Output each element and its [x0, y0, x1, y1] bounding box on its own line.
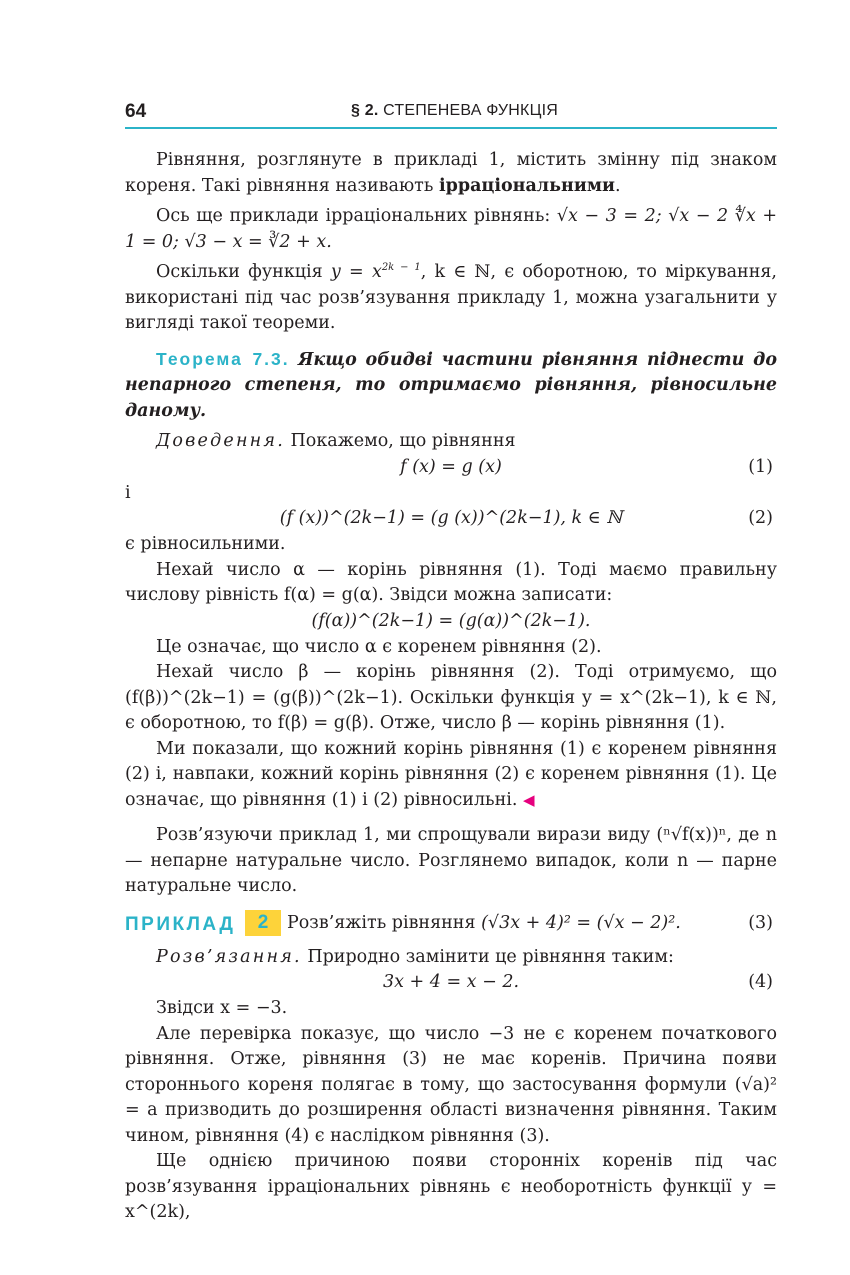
running-head	[351, 102, 558, 120]
solution-result: Звідси x = −3.	[156, 998, 288, 1018]
equation-4: 3x + 4 = x − 2. (4)	[382, 972, 773, 992]
proof-step-3: Нехай число β — корінь рівняння (2). Тоді отримуємо, що (f(β))^(2k−1) = (g(β))^(2k−1). Оскільки функція y = x^(2k−1), k ∈ ℕ, є оборотною, то f(β) = g(β). Отже, число β — корінь рівняння (1).	[125, 662, 777, 733]
header-rule	[125, 127, 777, 129]
solution-paragraph-1: Але перевірка показує, що число −3 не є коренем початкового рівняння. Отже, рівняння (3) не має коренів. Причина появи стороннього кореня полягає в тому, що застосування формули (√a)² = a призводить до розширення області визначення рівняння. Таким чином, рівняння (4) є наслідком рівняння (3).	[125, 1023, 777, 1146]
proof-conclusion: Ми показали, що кожний корінь рівняння (1) є коренем рівняння (2) і, навпаки, кожний корінь рівняння (2) є коренем рівняння (1). Це означає, що рівняння (1) і (2) рівносильні. ◀	[125, 738, 777, 810]
example-equation-2: √x − 2 ∜x + 1 = 0;	[125, 206, 777, 252]
transition-paragraph: Розв’язуючи приклад 1, ми спрощували вирази виду (ⁿ√f(x))ⁿ, де n — непарне натуральне число. Розглянемо випадок, коли n — парне натуральне число.	[125, 825, 777, 896]
equation-2: (f (x))^(2k−1) = (g (x))^(2k−1), k ∈ ℕ (2)	[279, 508, 773, 528]
example-label: ПРИКЛАД	[125, 913, 236, 935]
section-title: СТЕПЕНЕВА ФУНКЦІЯ	[383, 102, 559, 119]
generalization-paragraph: Оскільки функція $y = x^{2k - 1}$, k ∈ ℕ, є оборотною, то міркування, використані під час розв’язування прикладу 1, можна узагальнити у вигляді такої теореми.	[125, 262, 777, 333]
example-task: Розв’яжіть рівняння (√3x + 4)² = (√x − 2)².	[287, 912, 681, 933]
example-equation-1: √x − 3 = 2;	[556, 206, 662, 226]
conjunction: і	[125, 482, 131, 503]
solution-intro: Розв’язання. Природно замінити це рівняння таким:	[156, 946, 674, 967]
equation-alpha: (f(α))^(2k−1) = (g(α))^(2k−1).	[311, 610, 591, 631]
term-irrational: ірраціональними	[438, 175, 615, 196]
page-body	[125, 148, 777, 1226]
example-equation: (√3x + 4)² = (√x − 2)².	[481, 912, 681, 933]
example-equation-number: (3)	[748, 912, 773, 933]
example-header	[125, 910, 777, 940]
example-equation-3: √3 − x = ∛2 + x.	[184, 231, 332, 252]
example-number-badge: 2	[245, 910, 281, 936]
page-number: 64	[125, 101, 147, 122]
proof-label: Доведення.	[156, 431, 285, 451]
section-number: § 2.	[351, 102, 379, 119]
proof-step-1: Нехай число α — корінь рівняння (1). Тоді маємо правильну числову рівність f(α) = g(α). Звідси можна записати:	[125, 559, 777, 605]
proof-intro: Доведення. Покажемо, що рівняння	[156, 431, 516, 451]
solution-paragraph-2: Ще однією причиною появи сторонніх коренів під час розв’язування ірраціональних рівнянь є необоротність функції y = x^(2k),	[125, 1151, 777, 1222]
solution-label: Розв’язання.	[156, 946, 302, 967]
intro-paragraph: Рівняння, розглянуте в прикладі 1, містить змінну під знаком кореня. Такі рівняння називають ірраціональними.	[125, 150, 777, 196]
theorem-text: Якщо обидві частини рівняння піднести до непарного степеня, то отримаємо рівняння, рівносильне даному.	[125, 349, 777, 421]
proof-step-2: Це означає, що число α є коренем рівняння (2).	[156, 636, 602, 657]
theorem	[125, 347, 777, 425]
theorem-label: Теорема 7.3.	[156, 348, 290, 369]
end-of-proof-icon: ◀	[522, 790, 535, 809]
examples-paragraph: Ось ще приклади ірраціональних рівнянь: √x − 3 = 2; √x − 2 ∜x + 1 = 0; √3 − x = ∛2 + x.	[125, 206, 777, 252]
equation-1: f (x) = g (x) (1)	[400, 456, 773, 477]
equivalence-claim: є рівносильними.	[125, 534, 286, 554]
